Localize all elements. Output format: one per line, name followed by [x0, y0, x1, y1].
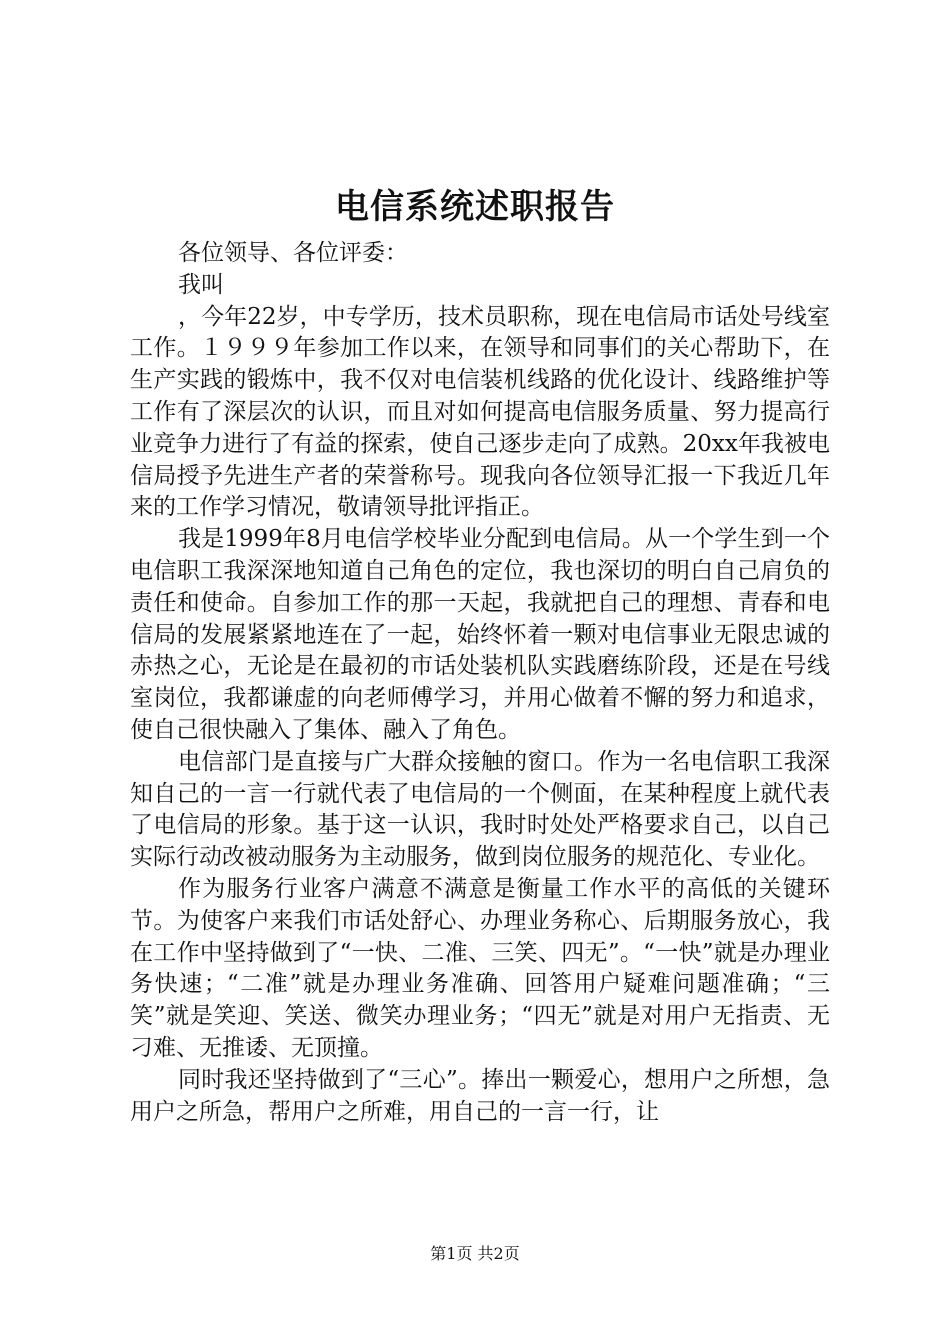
document-body [130, 238, 830, 1128]
paragraph-5: 同时我还坚持做到了“三心”。捧出一颗爱心，想用户之所想，急用户之所急，帮用户之所难，用自己的一言一行，让 [130, 1066, 830, 1125]
paragraph-3: 电信部门是直接与广大群众接触的窗口。作为一名电信职工我深知自己的一言一行就代表了电信局的一个侧面，在某种程度上就代表了电信局的形象。基于这一认识，我时时处处严格要求自己，以自己实际行动改被动服务为主动服务，做到岗位服务的规范化、专业化。 [130, 748, 830, 871]
paragraph-2: 我是1999年8月电信学校毕业分配到电信局。从一个学生到一个电信职工我深深地知道自己角色的定位，我也深切的明白自己肩负的责任和使命。自参加工作的那一天起，我就把自己的理想、青春和电信局的发展紧紧地连在了一起，始终怀着一颗对电信事业无限忠诚的赤热之心，无论是在最初的市话处装机队实践磨练阶段，还是在号线室岗位，我都谦虚的向老师傅学习，并用心做着不懈的努力和追求，使自己很快融入了集体、融入了角色。 [130, 526, 830, 743]
document-title: 电信系统述职报告 [335, 187, 615, 227]
page-footer: 第1页 共2页 [430, 1244, 520, 1263]
paragraph-1: ，今年22岁，中专学历，技术员职称，现在电信局市话处号线室工作。１９９９年参加工作以来，在领导和同事们的关心帮助下，在生产实践的锻炼中，我不仅对电信装机线路的优化设计、线路维护等工作有了深层次的认识，而且对如何提高电信服务质量、努力提高行业竞争力进行了有益的探索，使自己逐步走向了成熟。20xx年我被电信局授予先进生产者的荣誉称号。现我向各位领导汇报一下我近几年来的工作学习情况，敬请领导批评指正。 [130, 303, 830, 521]
paragraph-4: 作为服务行业客户满意不满意是衡量工作水平的高低的关键环节。为使客户来我们市话处舒心、办理业务称心、后期服务放心，我在工作中坚持做到了“一快、二准、三笑、四无”。“一快”就是办理业务快速；“二准”就是办理业务准确、回答用户疑难问题准确；“三笑”就是笑迎、笑送、微笑办理业务；“四无”就是对用户无指责、无刁难、无推诿、无顶撞。 [130, 875, 830, 1061]
salutation: 各位领导、各位评委： [178, 240, 408, 266]
intro-line: 我叫 [178, 271, 224, 298]
